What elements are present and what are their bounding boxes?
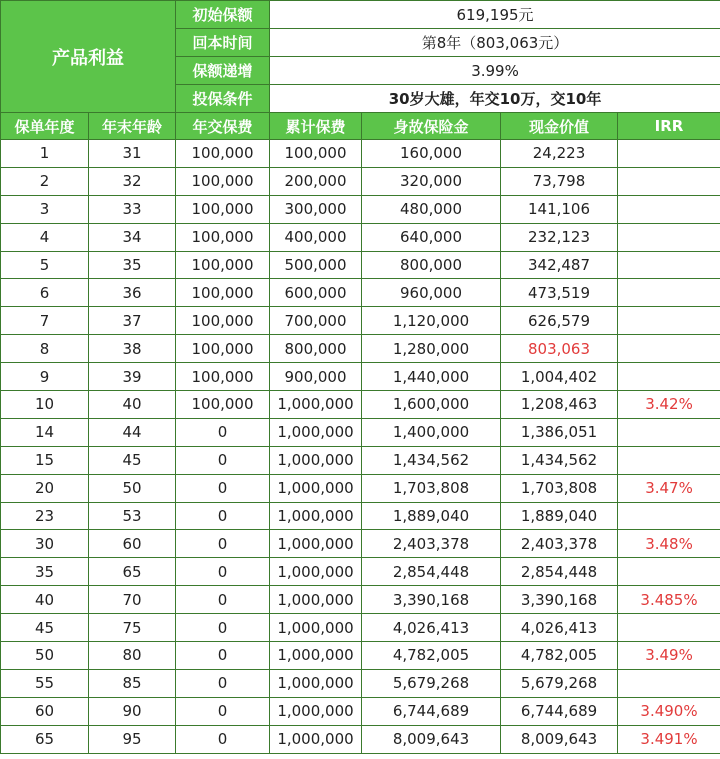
cash-value-cell: 1,386,051 [501,418,618,446]
cash-value-cell: 24,223 [501,140,618,168]
age-cell: 35 [89,251,176,279]
annual-premium-cell: 100,000 [176,335,270,363]
cumulative-premium-cell: 800,000 [270,335,362,363]
cash-value-cell: 232,123 [501,223,618,251]
cash-value-cell: 1,434,562 [501,446,618,474]
death-benefit-cell: 1,280,000 [362,335,501,363]
cumulative-premium-cell: 1,000,000 [270,474,362,502]
column-header: 年交保费 [176,113,270,140]
death-benefit-cell: 2,854,448 [362,558,501,586]
death-benefit-cell: 8,009,643 [362,725,501,753]
death-benefit-cell: 1,120,000 [362,307,501,335]
policy-year-cell: 4 [1,223,89,251]
summary-label: 保额递增 [176,57,270,85]
irr-cell: 3.47% [618,474,720,502]
age-cell: 50 [89,474,176,502]
cash-value-cell: 5,679,268 [501,669,618,697]
table-row [1,307,720,335]
cash-value-cell: 4,026,413 [501,614,618,642]
policy-year-cell: 14 [1,418,89,446]
age-cell: 32 [89,167,176,195]
death-benefit-cell: 640,000 [362,223,501,251]
policy-year-cell: 23 [1,502,89,530]
death-benefit-cell: 2,403,378 [362,530,501,558]
policy-year-cell: 9 [1,363,89,391]
irr-cell: 3.491% [618,725,720,753]
cumulative-premium-cell: 1,000,000 [270,502,362,530]
policy-year-cell: 6 [1,279,89,307]
table-row [1,474,720,502]
column-header: 身故保险金 [362,113,501,140]
table-row [1,586,720,614]
annual-premium-cell: 100,000 [176,391,270,419]
policy-year-cell: 5 [1,251,89,279]
irr-cell [618,140,720,168]
policy-year-cell: 2 [1,167,89,195]
annual-premium-cell: 100,000 [176,223,270,251]
table-row [1,530,720,558]
death-benefit-cell: 1,434,562 [362,446,501,474]
annual-premium-cell: 0 [176,558,270,586]
table-row [1,697,720,725]
death-benefit-cell: 320,000 [362,167,501,195]
age-cell: 31 [89,140,176,168]
summary-row [1,1,720,29]
cash-value-cell: 1,703,808 [501,474,618,502]
annual-premium-cell: 0 [176,502,270,530]
annual-premium-cell: 100,000 [176,251,270,279]
death-benefit-cell: 160,000 [362,140,501,168]
summary-value: 30岁大雄，年交10万，交10年 [270,85,720,113]
table-row [1,195,720,223]
table-row [1,140,720,168]
table-row [1,335,720,363]
table-row [1,614,720,642]
table-row [1,669,720,697]
table-body [1,1,720,754]
column-header-row [1,113,720,140]
death-benefit-cell: 1,600,000 [362,391,501,419]
cash-value-cell: 4,782,005 [501,642,618,670]
annual-premium-cell: 100,000 [176,363,270,391]
cash-value-cell: 626,579 [501,307,618,335]
cash-value-cell: 8,009,643 [501,725,618,753]
policy-year-cell: 60 [1,697,89,725]
annual-premium-cell: 0 [176,530,270,558]
age-cell: 85 [89,669,176,697]
death-benefit-cell: 4,026,413 [362,614,501,642]
table-row [1,725,720,753]
death-benefit-cell: 1,440,000 [362,363,501,391]
annual-premium-cell: 100,000 [176,195,270,223]
irr-cell: 3.49% [618,642,720,670]
irr-cell [618,669,720,697]
cumulative-premium-cell: 300,000 [270,195,362,223]
cumulative-premium-cell: 1,000,000 [270,418,362,446]
age-cell: 65 [89,558,176,586]
cumulative-premium-cell: 700,000 [270,307,362,335]
irr-cell [618,223,720,251]
summary-label: 投保条件 [176,85,270,113]
annual-premium-cell: 100,000 [176,167,270,195]
policy-year-cell: 20 [1,474,89,502]
irr-cell: 3.485% [618,586,720,614]
table-row [1,446,720,474]
cash-value-cell: 73,798 [501,167,618,195]
irr-cell: 3.490% [618,697,720,725]
cumulative-premium-cell: 600,000 [270,279,362,307]
cumulative-premium-cell: 900,000 [270,363,362,391]
summary-value: 619,195元 [270,1,720,29]
irr-cell [618,558,720,586]
table-row [1,418,720,446]
death-benefit-cell: 960,000 [362,279,501,307]
summary-label: 回本时间 [176,29,270,57]
age-cell: 53 [89,502,176,530]
policy-year-cell: 7 [1,307,89,335]
death-benefit-cell: 800,000 [362,251,501,279]
annual-premium-cell: 0 [176,614,270,642]
table-row [1,391,720,419]
cumulative-premium-cell: 1,000,000 [270,391,362,419]
column-header: IRR [618,113,720,140]
cash-value-cell: 2,403,378 [501,530,618,558]
age-cell: 37 [89,307,176,335]
cumulative-premium-cell: 1,000,000 [270,586,362,614]
cumulative-premium-cell: 1,000,000 [270,446,362,474]
policy-year-cell: 50 [1,642,89,670]
table-row [1,279,720,307]
death-benefit-cell: 3,390,168 [362,586,501,614]
cash-value-cell: 2,854,448 [501,558,618,586]
death-benefit-cell: 1,703,808 [362,474,501,502]
irr-cell: 3.42% [618,391,720,419]
cumulative-premium-cell: 1,000,000 [270,669,362,697]
age-cell: 36 [89,279,176,307]
policy-year-cell: 3 [1,195,89,223]
age-cell: 33 [89,195,176,223]
cumulative-premium-cell: 100,000 [270,140,362,168]
policy-year-cell: 10 [1,391,89,419]
cash-value-cell: 3,390,168 [501,586,618,614]
age-cell: 38 [89,335,176,363]
irr-cell [618,335,720,363]
table-row [1,223,720,251]
cash-value-cell: 141,106 [501,195,618,223]
irr-cell: 3.48% [618,530,720,558]
death-benefit-cell: 6,744,689 [362,697,501,725]
policy-year-cell: 15 [1,446,89,474]
age-cell: 95 [89,725,176,753]
cumulative-premium-cell: 500,000 [270,251,362,279]
annual-premium-cell: 0 [176,446,270,474]
cumulative-premium-cell: 1,000,000 [270,725,362,753]
annual-premium-cell: 0 [176,642,270,670]
irr-cell [618,279,720,307]
summary-label: 初始保额 [176,1,270,29]
summary-value: 3.99% [270,57,720,85]
cumulative-premium-cell: 200,000 [270,167,362,195]
irr-cell [618,307,720,335]
table-row [1,642,720,670]
cumulative-premium-cell: 1,000,000 [270,530,362,558]
age-cell: 45 [89,446,176,474]
table-row [1,502,720,530]
age-cell: 39 [89,363,176,391]
annual-premium-cell: 0 [176,725,270,753]
age-cell: 60 [89,530,176,558]
column-header: 保单年度 [1,113,89,140]
policy-year-cell: 30 [1,530,89,558]
death-benefit-cell: 480,000 [362,195,501,223]
annual-premium-cell: 100,000 [176,279,270,307]
annual-premium-cell: 100,000 [176,140,270,168]
policy-year-cell: 1 [1,140,89,168]
policy-year-cell: 55 [1,669,89,697]
age-cell: 75 [89,614,176,642]
irr-cell [618,446,720,474]
age-cell: 80 [89,642,176,670]
cumulative-premium-cell: 1,000,000 [270,697,362,725]
annual-premium-cell: 100,000 [176,307,270,335]
summary-value: 第8年（803,063元） [270,29,720,57]
policy-year-cell: 65 [1,725,89,753]
death-benefit-cell: 1,889,040 [362,502,501,530]
cash-value-cell: 1,004,402 [501,363,618,391]
column-header: 年末年龄 [89,113,176,140]
annual-premium-cell: 0 [176,697,270,725]
policy-year-cell: 45 [1,614,89,642]
cash-value-cell: 473,519 [501,279,618,307]
cumulative-premium-cell: 400,000 [270,223,362,251]
policy-year-cell: 35 [1,558,89,586]
cash-value-cell: 1,208,463 [501,391,618,419]
irr-cell [618,251,720,279]
cumulative-premium-cell: 1,000,000 [270,642,362,670]
death-benefit-cell: 5,679,268 [362,669,501,697]
age-cell: 44 [89,418,176,446]
age-cell: 90 [89,697,176,725]
column-header: 累计保费 [270,113,362,140]
irr-cell [618,195,720,223]
irr-cell [618,614,720,642]
age-cell: 34 [89,223,176,251]
table-row [1,167,720,195]
age-cell: 40 [89,391,176,419]
death-benefit-cell: 1,400,000 [362,418,501,446]
irr-cell [618,363,720,391]
policy-year-cell: 40 [1,586,89,614]
cash-value-cell: 342,487 [501,251,618,279]
age-cell: 70 [89,586,176,614]
cash-value-cell: 6,744,689 [501,697,618,725]
annual-premium-cell: 0 [176,418,270,446]
annual-premium-cell: 0 [176,586,270,614]
cash-value-cell: 803,063 [501,335,618,363]
death-benefit-cell: 4,782,005 [362,642,501,670]
annual-premium-cell: 0 [176,474,270,502]
table-row [1,363,720,391]
irr-cell [618,502,720,530]
cumulative-premium-cell: 1,000,000 [270,614,362,642]
irr-cell [618,418,720,446]
table-row [1,558,720,586]
product-benefit-title: 产品利益 [1,1,176,113]
irr-cell [618,167,720,195]
policy-year-cell: 8 [1,335,89,363]
annual-premium-cell: 0 [176,669,270,697]
column-header: 现金价值 [501,113,618,140]
table-row [1,251,720,279]
cumulative-premium-cell: 1,000,000 [270,558,362,586]
cash-value-cell: 1,889,040 [501,502,618,530]
